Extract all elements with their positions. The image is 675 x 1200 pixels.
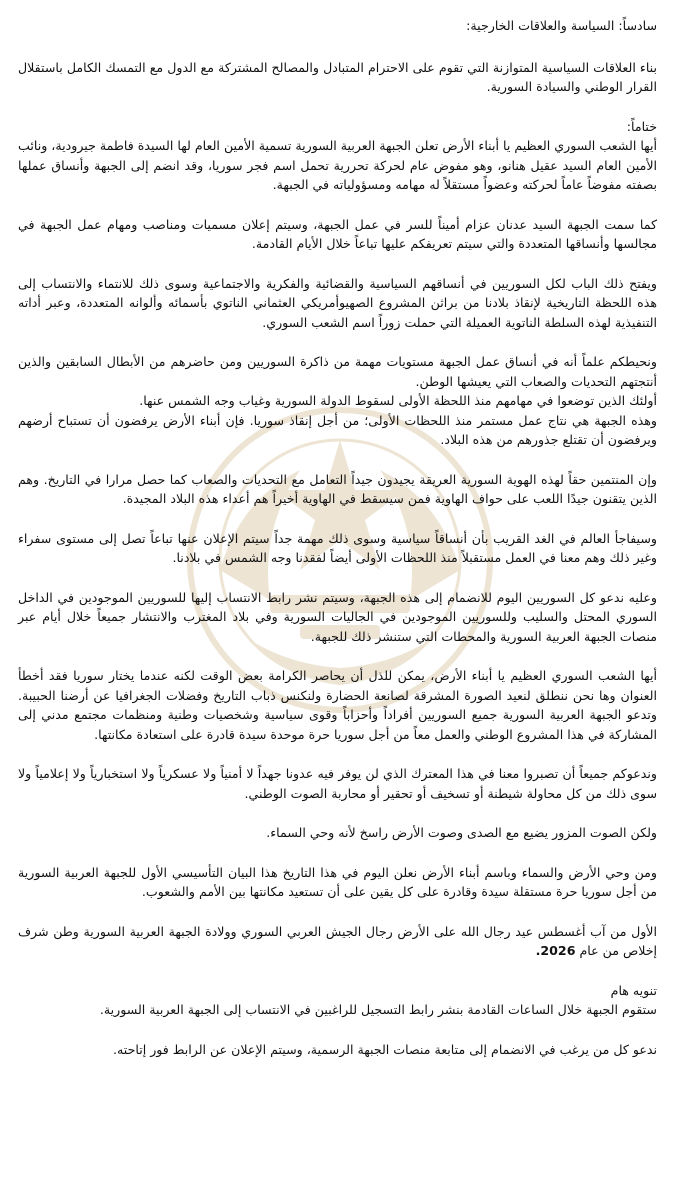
paragraph-appointment: كما سمت الجبهة السيد عدنان عزام أميناً للسر في عمل الجبهة، وسيتم إعلان مسميات ومناصب ومهام عمل الجبهة في مجالسها وأنساقها المتعددة والتي سيتم تعريفكم عليها تباعاً خلال الأيام القادمة. — [18, 216, 657, 251]
paragraph-closing: أيها الشعب السوري العظيم يا أبناء الأرض تعلن الجبهة العربية السورية تسمية الأمين العام لها السيدة فاطمة جيرودية، ونائب الأمين العام السيد عقيل هنانو، وهو مفوض عام لحركة تحررية تحمل اسم فجر سوريا، وقد انضم إلى الجبهة وأنساق عملها بصفته مفوضاً عاماً لحركته وعضواً مستقلاً له مهامه ومسؤولياته في الجبهة. — [18, 138, 657, 192]
notice-title: تنويه هام — [610, 982, 657, 998]
paragraph-identity: وإن المنتمين حقاً لهذه الهوية السورية العريقة يجيدون جيداً التعامل مع التحديات والصعاب كما حصل مرارا في التاريخ. وهم الذين يتقنون جيدًا اللعب على حواف الهاوية فمن سيسقط في الهاوية أخيراً هم أعداء هذه البلاد المجيدة. — [18, 471, 657, 506]
paragraph-inform-3: وهذه الجبهة هي نتاج عمل مستمر منذ اللحظات الأولى؛ من أجل إنقاذ سوريا. فإن أبناء الأرض يرفضون أن تستباح أرضهم ويرفضون أن تقتلع جذورهم من هذه البلاد. — [18, 412, 657, 447]
date-year: 2026. — [535, 943, 576, 958]
paragraph-open-door: ويفتح ذلك الباب لكل السوريين في أنساقهم السياسية والقضائية والفكرية والاجتماعية وسوى ذلك للانتماء والانتساب إلى هذه اللحظة التاريخية لإنقاذ بلادنا من براثن المشروع الصهيوأمريكي العثماني الناتوي بأسمائه وألوانه المتعددة، وعبر أداته التنفيذية لهذه السلطة الناتوية العميلة التي حملت زوراً اسم الشعب السوري. — [18, 275, 657, 330]
paragraph-declaration: ومن وحي الأرض والسماء وباسم أبناء الأرض نعلن اليوم في هذا التاريخ هذا البيان التأسيسي الأول للجبهة العربية السورية من أجل سوريا حرة مستقلة سيدة وقادرة على كل يقين على أن تستعيد مكانتها بين الأمم والشعوب. — [18, 864, 657, 899]
closing-label: ختاماً: — [626, 118, 657, 134]
paragraph-inform-1: ونحيطكم علماً أنه في أنساق عمل الجبهة مستويات مهمة من ذاكرة السوريين ومن حاضرهم من الأبطال السابقين والذين أنتجتهم التحديات والصعاب التي يعيشها الوطن. — [18, 354, 657, 389]
paragraph-invitation: وعليه ندعو كل السوريين اليوم للانضمام إلى هذه الجبهة، وسيتم نشر رابط الانتساب إليها للسوريين الموجودين في الداخل السوري المحتل والسليب وللسوريين الموجودين في الجاليات السورية وفي بلاد المغترب والانتشار جميعاً خلال أيام عبر منصات الجبهة العربية السورية والمحطات التي ستنشر ذلك للجبهة. — [18, 589, 657, 644]
notice-line: ستقوم الجبهة خلال الساعات القادمة بنشر رابط التسجيل للراغبين في الانتساب إلى الجبهة العربية السورية. — [99, 1002, 657, 1017]
paragraph-dignity: أيها الشعب السوري العظيم يا أبناء الأرض، يمكن للذل أن يحاصر الكرامة بعض الوقت لكنه عندما يختار سوريا فقد أخطأ العنوان وها نحن ننطلق لنعيد الصورة المشرقة لصانعة الحضارة ولنكنس ذباب التاريخ وفضلات الجغرافيا عن أرضنا الحبيبة. وتدعو الجبهة العربية السورية جميع السوريين أفراداً وأحزاباً وقوى سياسية وشخصيات وطنية ومنظمات مجتمع مدني إلى المشاركة في هذا المشروع الوطني والعمل معاً من أجل سوريا حرة موحدة سيدة قادرة على استعادة مكانتها. — [18, 668, 657, 742]
paragraph-follow: ندعو كل من يرغب في الانضمام إلى متابعة منصات الجبهة الرسمية، وسيتم الإعلان عن الرابط فور إتاحته. — [113, 1041, 657, 1057]
paragraph-voice: ولكن الصوت المزور يضيع مع الصدى وصوت الأرض راسخ لأنه وحي السماء. — [266, 825, 657, 840]
paragraph-inform-2: أولئك الذين توضعوا في مهامهم منذ اللحظة الأولى لسقوط الدولة السورية وغياب وجه الشمس عنها. — [139, 393, 657, 408]
paragraph-world: وسيفاجأ العالم في الغد القريب بأن أنساقاً سياسية وسوى ذلك مهمة جداً سيتم الإعلان عنها تباعاً تصل إلى مستوى سفراء وغير ذلك وهم معنا في العمل مستقبلاً منذ اللحظات الأولى أيضاً لفقدنا وجه الشمس في بلادنا. — [18, 530, 657, 565]
paragraph-date — [18, 922, 657, 961]
paragraph-foreign-relations: بناء العلاقات السياسية المتوازنة التي تقوم على الاحترام المتبادل والمصالح المشتركة مع الدول مع التمسك الكامل باستقلال القرار الوطني والسيادة السورية. — [18, 59, 657, 94]
section-heading: سادساً: السياسة والعلاقات الخارجية: — [466, 18, 657, 33]
paragraph-patience: وندعوكم جميعاً أن تصبروا معنا في هذا المعترك الذي لن يوفر فيه عدونا جهداً لا أمنياً ولا عسكرياً ولا استخبارياً ولا إعلامياً ولا سوى ذلك من كل محاولة شيطنة أو تسخيف أو تحقير أو محاربة الصوت الوطني. — [18, 766, 657, 801]
date-text: الأول من آب أغسطس عيد رجال الله على الأرض رجال الجيش العربي السوري وولادة الجبهة العربية السورية وطن شرف إخلاص من عام — [18, 923, 657, 958]
statement-document — [18, 16, 657, 1079]
